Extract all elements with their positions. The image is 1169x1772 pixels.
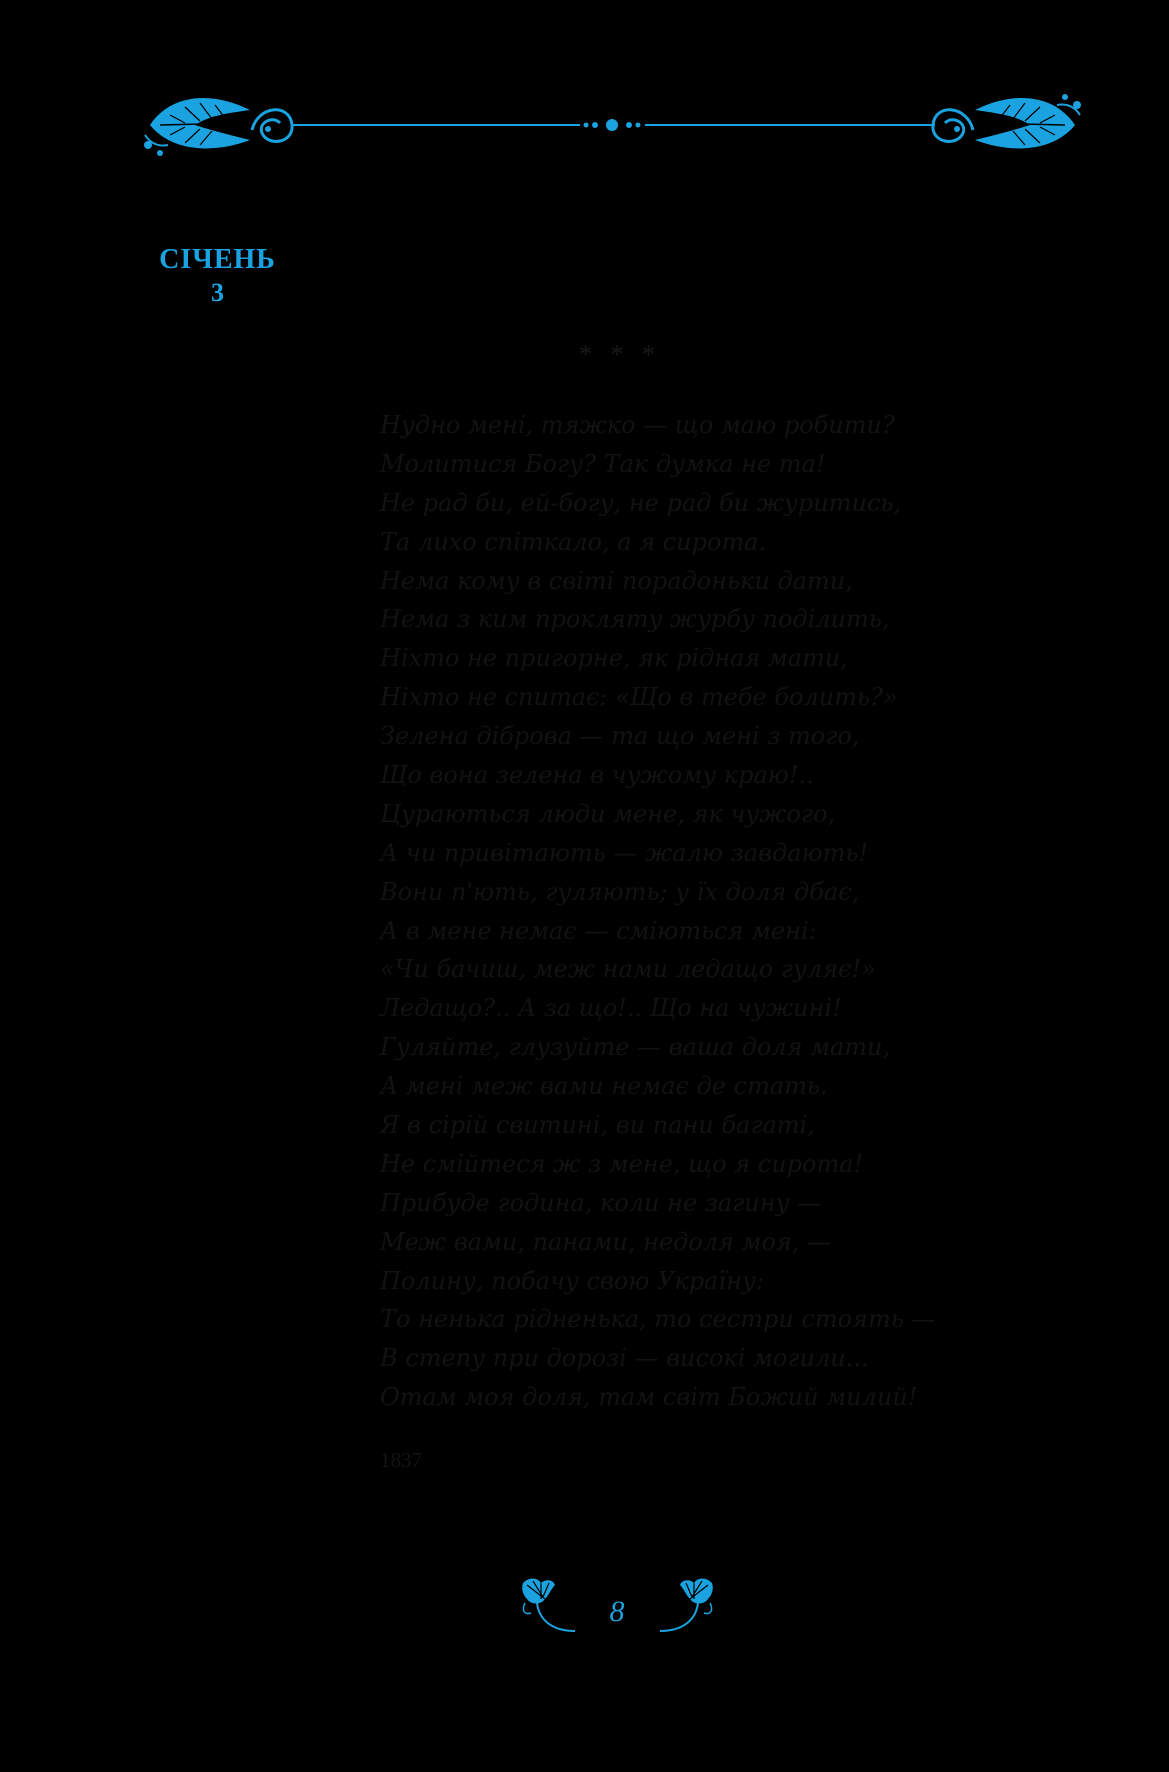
poem-line: Не рад би, ей-богу, не рад би журитись, (380, 488, 902, 517)
poem-line: Полину, побачу свою Україну: (380, 1266, 764, 1295)
poem-line: Ледащо?.. А за що!.. Що на чужині! (380, 994, 842, 1023)
poem-line: А мені меж вами немає де стать. (380, 1072, 828, 1101)
poem-line: Та лихо спіткало, а я сирота. (380, 527, 767, 556)
month-name: СІЧЕНЬ (159, 244, 276, 275)
header-ornament (140, 85, 1085, 165)
page-footer (515, 1575, 720, 1645)
date-heading (130, 242, 305, 308)
poem-line: Прибуде година, коли не загину — (380, 1188, 822, 1217)
poem-line: Вони п'ють, гуляють; у їх доля дбає, (380, 877, 860, 906)
poem-line: Нема кому в світі порадоньки дати, (380, 566, 853, 595)
poem-line: Я в сірій свитині, ви пани багаті, (380, 1111, 815, 1140)
poem-separator: * * * (579, 340, 661, 369)
poem-line: Молитися Богу? Так думка не та! (380, 449, 826, 478)
poem-line: «Чи бачиш, меж нами ледащо гуляє!» (380, 955, 876, 984)
poem-year: 1837 (380, 1448, 422, 1472)
poem-line: Меж вами, панами, недоля моя, — (380, 1227, 832, 1256)
poem-text (380, 406, 940, 1417)
poem-line: А чи привітають — жалю завдають! (380, 838, 869, 867)
poem-line: Ніхто не пригорне, як рідная мати, (380, 644, 848, 673)
poem-line: Нема з ким проклятy журбу поділить, (380, 605, 890, 634)
poem-line: То ненька рідненька, то сестри стоять — (380, 1305, 936, 1334)
poem-line: Гуляйте, глузуйте — ваша доля мати, (380, 1033, 891, 1062)
poem-line: Отам моя доля, там світ Божий милий! (380, 1383, 918, 1412)
poem-line: А в мене немає — сміються мені: (380, 916, 817, 945)
poem-line: Не смійтеся ж з мене, що я сирота! (380, 1149, 864, 1178)
poem-line: Ніхто не спитає: «Що в тебе болить?» (380, 683, 898, 712)
poem-line: Що вона зелена в чужому краю!.. (380, 761, 814, 790)
page-number: 8 (609, 1595, 625, 1628)
day-number: 3 (211, 278, 224, 307)
poem-line: В степу при дорозі — високі могили... (380, 1344, 869, 1373)
poem-line: Нудно мені, тяжко — що маю робити? (380, 411, 895, 439)
poem-line: Зелена діброва — та що мені з того, (380, 722, 860, 751)
floral-divider-icon (140, 85, 1085, 165)
poem-line: Цураються люди мене, як чужого, (380, 799, 836, 828)
